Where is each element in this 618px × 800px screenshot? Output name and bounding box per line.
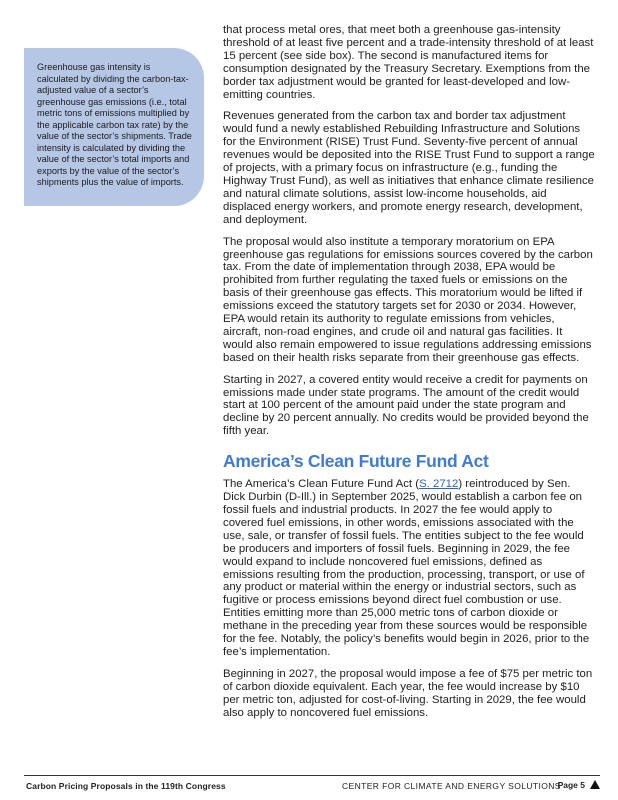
paragraph-clean-future-fund xyxy=(223,478,595,659)
main-column xyxy=(223,24,595,729)
back-to-top-icon[interactable] xyxy=(590,780,600,789)
footer-page xyxy=(558,780,600,790)
footer-document-title: Carbon Pricing Proposals in the 119th Congress xyxy=(26,781,226,791)
paragraph-state-credit: Starting in 2027, a covered entity would receive a credit for payments on emissions made under state programs. The amount of the credit would start at 100 percent of the amount paid under the state program and decline by 20 percent annually. No credits would be provided beyond the fifth year. xyxy=(223,373,589,438)
paragraph-text-rest: ) reintroduced by Sen. Dick Durbin (D-Ill.) in September 2025, would establish a carbon fee on fossil fuels and industrial products. In 2027 the fee would apply to covered fuel emissions, in other words, emissions associated with the use, sale, or transfer of fossil fuels. The entities subject to the fee would be producers and importers of fossil fuels. Beginning in 2029, the fee would expand to include noncovered fuel emissions, defined as emissions resulting from the production, processing, transport, or use of any product or material within the energy or industrial sectors, such as fugitive or process emissions beyond direct fuel combustion or use. Entities emitting more than 25,000 metric tons of carbon dioxide or methane in the preceding year from these sources would be responsible for the fee. Notably, the policy’s benefits would begin in 2026, prior to the fee’s implementation. xyxy=(223,478,590,658)
paragraph-fee-schedule: Beginning in 2027, the proposal would impose a fee of $75 per metric ton of carbon dioxide equivalent. Each year, the fee would increase by $10 per metric ton, adjusted for cost-of-living. Starting in 2029, the fee would also apply to noncovered fuel emissions. xyxy=(223,667,593,719)
side-box-text: Greenhouse gas intensity is calculated by dividing the carbon-tax-adjusted value of a sector’s greenhouse gas emissions (i.e., total metric tons of emissions multiplied by the applicable carbon tax rate) by the value of the sector’s shipments. Trade intensity is calculated by dividing the value of the sector’s total imports and exports by the value of the sector’s shipments plus the value of imports. xyxy=(37,62,192,187)
paragraph-border-adjustment: that process metal ores, that meet both a greenhouse gas-intensity threshold of at least five percent and a trade-intensity threshold of at least 15 percent (see side box). The second is manufactured items for consumption designated by the Treasury Secretary. Exemptions from the border tax adjustment would be granted for least-developed and low-emitting countries. xyxy=(223,24,594,101)
paragraph-epa-moratorium: The proposal would also institute a temporary moratorium on EPA greenhouse gas regulations for emissions sources covered by the carbon tax. From the date of implementation through 2038, EPA would be prohibited from further regulating the taxed fuels or emissions on the basis of their greenhouse gas effects. This moratorium would be lifted if emissions exceed the statutory targets set for 2030 or 2034. However, EPA would retain its authority to regulate emissions from vehicles, aircraft, non-road engines, and crude oil and natural gas facilities. It would also remain empowered to issue regulations addressing emissions based on their health risks separate from their greenhouse gas effects. xyxy=(223,235,593,364)
page-number: Page 5 xyxy=(557,780,585,790)
bill-link-s2712[interactable]: S. 2712 xyxy=(419,478,459,491)
paragraph-text-start: The America’s Clean Future Fund Act ( xyxy=(223,478,420,491)
section-heading: America’s Clean Future Fund Act xyxy=(223,451,489,472)
page-footer xyxy=(24,775,600,794)
footer-organization: CENTER FOR CLIMATE AND ENERGY SOLUTIONS xyxy=(342,781,561,791)
side-box xyxy=(24,48,204,206)
paragraph-rise-trust-fund: Revenues generated from the carbon tax and border tax adjustment would fund a newly established Rebuilding Infrastructure and Solutions for the Environment (RISE) Trust Fund. Seventy-five percent of annual revenues would be deposited into the RISE Trust Fund to support a range of projects, with a primary focus on infrastructure (e.g., funding the Highway Trust Fund), as well as initiatives that enhance climate resilience and natural climate solutions, assist low-income households, aid displaced energy workers, and promote energy research, development, and deployment. xyxy=(223,110,595,226)
